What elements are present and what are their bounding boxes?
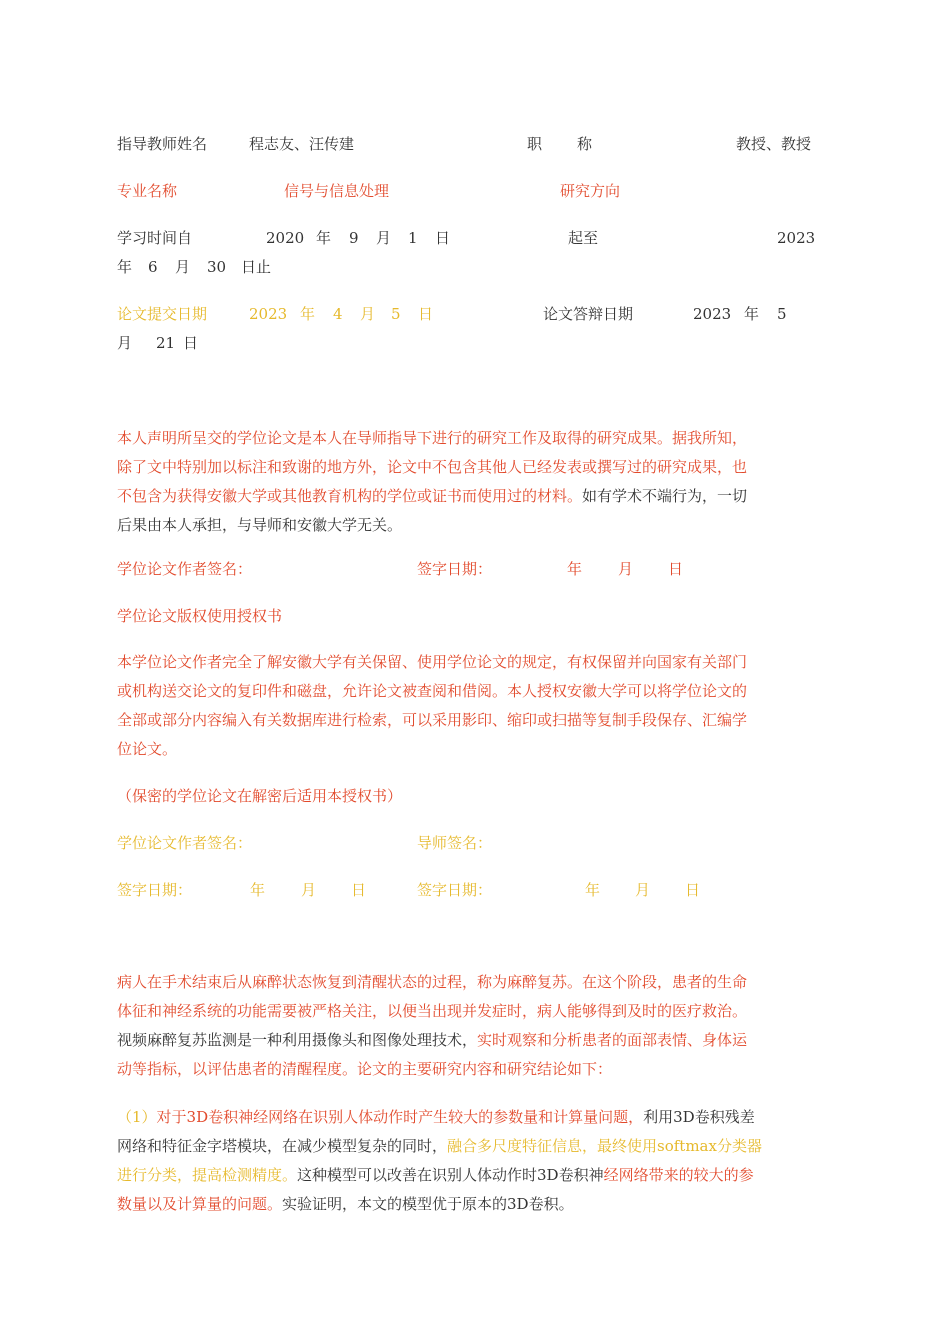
study-to-year: 2023	[777, 229, 816, 247]
authorization-text: 本人授权安徽大学可以将学位论文的	[507, 682, 748, 700]
abstract-line: 动等指标，以评估患者的清醒程度。论文的主要研究内容和研究结论如下：	[117, 1060, 613, 1078]
abstract-text: 融合多尺度特征信息，最终使用softmax分类器	[447, 1137, 762, 1155]
declaration-date-year: 年	[567, 560, 583, 578]
abstract-line	[117, 1026, 835, 1055]
abstract-text: 经网络带来的较大的参	[603, 1166, 754, 1184]
abstract-paragraph-2	[117, 1103, 835, 1219]
abstract-text: 这种模型可以改善在识别人体动作时3D卷积神	[297, 1166, 604, 1184]
title-label-2: 称	[577, 135, 593, 153]
authorization-date1-year: 年	[250, 881, 266, 899]
defense-unit-month: 月	[117, 334, 133, 352]
study-to-unit-month: 月	[175, 258, 191, 276]
defense-label: 论文答辩日期	[543, 305, 634, 323]
authorization-heading: 学位论文版权使用授权书	[117, 607, 283, 625]
study-unit-year: 年	[316, 229, 332, 247]
declaration-text: 如有学术不端行为，一切	[582, 487, 748, 505]
title-value: 教授、教授	[736, 135, 812, 153]
study-to-label: 起至	[568, 229, 599, 247]
study-to-month: 6	[148, 258, 158, 276]
submit-unit-year: 年	[300, 305, 316, 323]
major-label: 专业名称	[117, 182, 178, 200]
study-to-unit-year: 年	[117, 258, 133, 276]
abstract-text: 网络和特征金字塔模块，在减少模型复杂的同时，	[117, 1137, 448, 1155]
authorization-date1-month: 月	[301, 881, 317, 899]
defense-unit-year: 年	[744, 305, 760, 323]
study-unit-month: 月	[376, 229, 392, 247]
study-from-month: 9	[349, 229, 359, 247]
abstract-line	[117, 1132, 835, 1161]
submit-unit-day: 日	[418, 305, 434, 323]
abstract-text: 进行分类，提高检测精度。	[117, 1166, 298, 1184]
study-to-day: 30	[207, 258, 227, 276]
direction-label: 研究方向	[560, 182, 621, 200]
study-unit-day: 日	[435, 229, 451, 247]
declaration-sign-date-label: 签字日期：	[417, 560, 493, 578]
major-value: 信号与信息处理	[284, 182, 390, 200]
declaration-text: 不包含为获得安徽大学或其他教育机构的学位或证书而使用过的材料。	[117, 487, 583, 505]
advisor-label: 指导教师姓名	[117, 135, 208, 153]
authorization-date2-day: 日	[685, 881, 701, 899]
authorization-line	[117, 677, 835, 706]
study-label: 学习时间自	[117, 229, 193, 247]
declaration-author-sign-label: 学位论文作者签名：	[117, 560, 253, 578]
authorization-sign-date-label-1: 签字日期：	[117, 881, 193, 899]
authorization-paragraph	[117, 648, 835, 764]
advisor-value: 程志友、汪传建	[249, 135, 355, 153]
abstract-text: （1）	[117, 1108, 157, 1126]
authorization-line: 本学位论文作者完全了解安徽大学有关保留、使用学位论文的规定，有权保留并向国家有关部门	[117, 653, 748, 671]
authorization-date1-day: 日	[351, 881, 367, 899]
abstract-text: 对于3D卷积神经网络在识别人体动作时产生较大的参数量和计算量问题，	[156, 1108, 644, 1126]
abstract-text: 实验证明，本文的模型优于原本的3D卷积。	[282, 1195, 574, 1213]
authorization-date2-year: 年	[585, 881, 601, 899]
declaration-line	[117, 482, 835, 511]
declaration-line: 后果由本人承担，与导师和安徽大学无关。	[117, 516, 403, 534]
study-from-day: 1	[408, 229, 418, 247]
declaration-date-day: 日	[668, 560, 684, 578]
abstract-text: 利用3D卷积残差	[643, 1108, 755, 1126]
abstract-line	[117, 1190, 835, 1219]
defense-year: 2023	[693, 305, 732, 323]
declaration-line: 除了文中特别加以标注和致谢的地方外，论文中不包含其他人已经发表或撰写过的研究成果，也	[117, 458, 748, 476]
abstract-text: 数量以及计算量的问题。	[117, 1195, 283, 1213]
study-end: 日止	[241, 258, 272, 276]
declaration-line: 本人声明所呈交的学位论文是本人在导师指导下进行的研究工作及取得的研究成果。据我所知，	[117, 429, 748, 447]
title-label-1: 职	[527, 135, 543, 153]
submit-unit-month: 月	[360, 305, 376, 323]
authorization-advisor-sign-label: 导师签名：	[417, 834, 493, 852]
authorization-note: （保密的学位论文在解密后适用本授权书）	[117, 787, 403, 805]
authorization-author-sign-label: 学位论文作者签名：	[117, 834, 253, 852]
abstract-paragraph-1	[117, 968, 835, 1084]
abstract-text: 视频麻醉复苏监测是一种利用摄像头和图像处理技术，	[117, 1031, 478, 1049]
submit-year: 2023	[249, 305, 288, 323]
authorization-line: 位论文。	[117, 740, 178, 758]
abstract-line: 体征和神经系统的功能需要被严格关注，以便当出现并发症时，病人能够得到及时的医疗救治。	[117, 1002, 748, 1020]
abstract-text: 实时观察和分析患者的面部表情、身体运	[477, 1031, 748, 1049]
study-from-year: 2020	[266, 229, 305, 247]
declaration-paragraph	[117, 424, 835, 540]
authorization-text: 或机构送交论文的复印件和磁盘，允许论文被查阅和借阅。	[117, 682, 508, 700]
defense-day: 21	[156, 334, 176, 352]
authorization-sign-date-label-2: 签字日期：	[417, 881, 493, 899]
abstract-line	[117, 1161, 835, 1190]
defense-unit-day: 日	[183, 334, 199, 352]
authorization-line: 全部或部分内容编入有关数据库进行检索，可以采用影印、缩印或扫描等复制手段保存、汇编学	[117, 711, 748, 729]
defense-month: 5	[777, 305, 787, 323]
submit-month: 4	[333, 305, 343, 323]
declaration-date-month: 月	[618, 560, 634, 578]
submit-label: 论文提交日期	[117, 305, 208, 323]
abstract-line: 病人在手术结束后从麻醉状态恢复到清醒状态的过程，称为麻醉复苏。在这个阶段，患者的生命	[117, 973, 748, 991]
authorization-date2-month: 月	[635, 881, 651, 899]
abstract-line	[117, 1103, 835, 1132]
submit-day: 5	[391, 305, 401, 323]
